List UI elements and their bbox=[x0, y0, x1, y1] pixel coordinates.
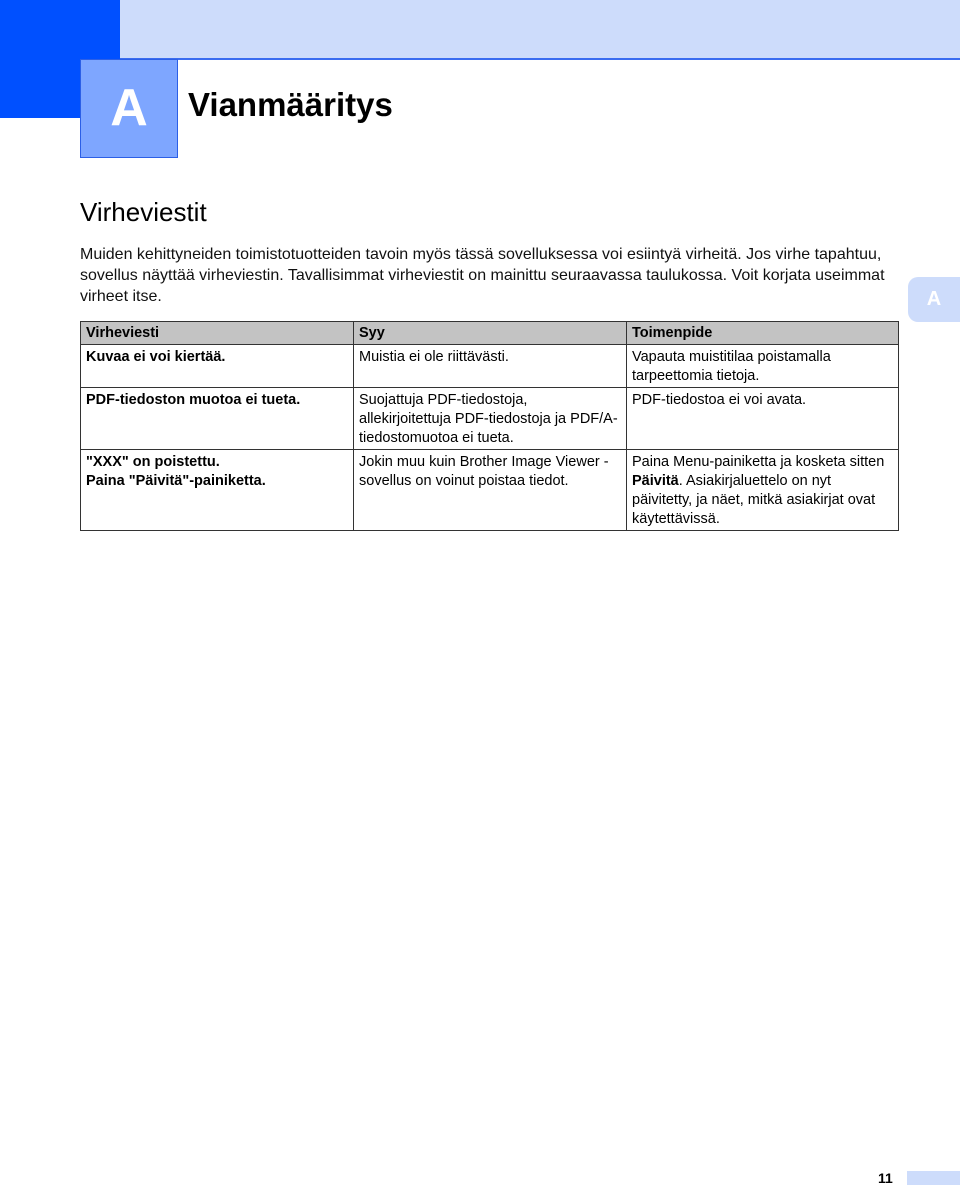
chapter-letter-box: A bbox=[80, 59, 178, 158]
cell-cause: Muistia ei ole riittävästi. bbox=[354, 345, 627, 388]
table-row bbox=[81, 450, 899, 531]
action-text: . Asiakirjaluettelo on nyt päivitetty, ja näet, mitkä asiakirjat ovat käytettävissä. bbox=[632, 473, 876, 527]
cell-action: PDF-tiedostoa ei voi avata. bbox=[627, 388, 899, 450]
header-band bbox=[120, 0, 960, 60]
footer-bar bbox=[907, 1171, 960, 1185]
message-line: Paina "Päivitä"-painiketta. bbox=[86, 473, 266, 489]
header-action: Toimenpide bbox=[627, 322, 899, 345]
table-header-row bbox=[81, 322, 899, 345]
cell-cause: Jokin muu kuin Brother Image Viewer -sovellus on voinut poistaa tiedot. bbox=[354, 450, 627, 531]
intro-paragraph: Muiden kehittyneiden toimistotuotteiden tavoin myös tässä sovelluksessa voi esiintyä virheitä. Jos virhe tapahtuu, sovellus näyttää virheviestin. Tavallisimmat virheviestit on mainittu seuraavassa taulukossa. Voit korjata useimmat virheet itse. bbox=[80, 246, 885, 305]
cell-message: Kuvaa ei voi kiertää. bbox=[81, 345, 354, 388]
header-cause: Syy bbox=[354, 322, 627, 345]
cell-cause: Suojattuja PDF-tiedostoja, allekirjoitettuja PDF-tiedostoja ja PDF/A-tiedostomuotoa ei tueta. bbox=[354, 388, 627, 450]
cell-message: PDF-tiedoston muotoa ei tueta. bbox=[81, 388, 354, 450]
action-text: Paina Menu-painiketta ja kosketa sitten bbox=[632, 454, 885, 470]
cell-message bbox=[81, 450, 354, 531]
table-row bbox=[81, 345, 899, 388]
table-row bbox=[81, 388, 899, 450]
cell-action: Vapauta muistitilaa poistamalla tarpeettomia tietoja. bbox=[627, 345, 899, 388]
header-message: Virheviesti bbox=[81, 322, 354, 345]
action-bold-text: Päivitä bbox=[632, 473, 679, 489]
error-table bbox=[80, 321, 899, 531]
section-title: Virheviestit bbox=[80, 197, 207, 227]
chapter-title: Vianmääritys bbox=[188, 86, 393, 123]
chapter-side-tab: A bbox=[908, 277, 960, 322]
message-line: "XXX" on poistettu. bbox=[86, 454, 220, 470]
page-number: 11 bbox=[878, 1170, 893, 1186]
cell-action bbox=[627, 450, 899, 531]
